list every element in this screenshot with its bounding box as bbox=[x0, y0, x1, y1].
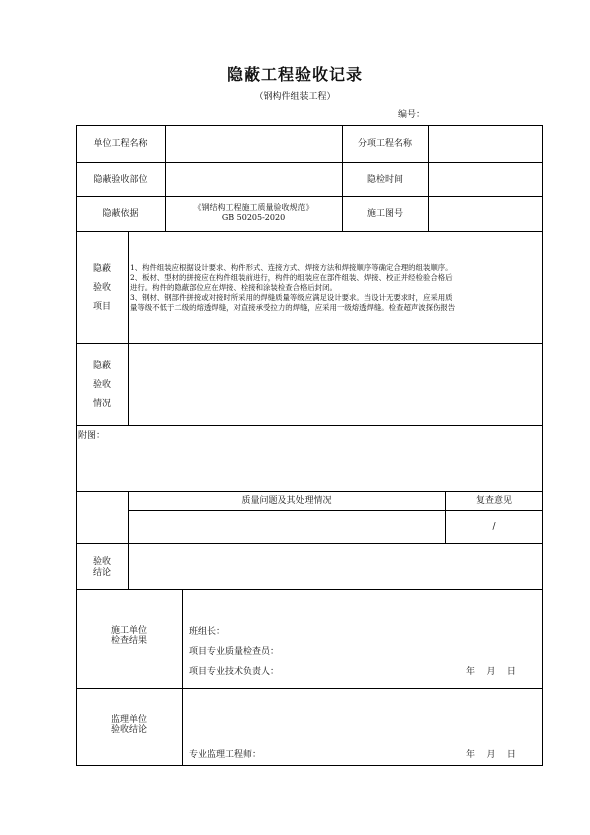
situation-label: 隐蔽 bbox=[92, 361, 111, 371]
basis-value: 《钢结构工程施工质量验收规范》 bbox=[193, 203, 314, 212]
row-divider bbox=[76, 343, 543, 344]
inspection-items-text bbox=[130, 263, 540, 313]
attachment-label: 附图： bbox=[78, 431, 106, 441]
hidden-part-label: 隐蔽验收部位 bbox=[93, 175, 148, 185]
review-value: / bbox=[492, 522, 496, 532]
page-title: 隐蔽工程验收记录 bbox=[226, 65, 363, 84]
situation-label: 验收 bbox=[92, 380, 111, 390]
inspection-item-line: 进行。构件的隐蔽部位应在焊接、栓接和涂装检查合格后封闭。 bbox=[130, 283, 337, 292]
construction-result-label: 检查结果 bbox=[110, 636, 147, 646]
inspect-time-label: 隐检时间 bbox=[366, 175, 403, 185]
drawing-no-label: 施工图号 bbox=[366, 209, 403, 219]
issues-header: 质量问题及其处理情况 bbox=[241, 496, 332, 506]
supervision-unit-label: 监理单位 bbox=[110, 715, 147, 725]
items-label: 验收 bbox=[92, 283, 111, 293]
situation-label: 情况 bbox=[92, 399, 111, 409]
page-subtitle: （钢构件组装工程） bbox=[254, 92, 336, 102]
row-divider bbox=[76, 491, 543, 492]
supervision-date: 年 月 日 bbox=[466, 750, 516, 760]
column-divider bbox=[128, 231, 129, 425]
review-header: 复查意见 bbox=[475, 496, 512, 506]
tech-lead-field: 项目专业技术负责人： bbox=[189, 667, 280, 677]
quality-inspector-field: 项目专业质量检查员： bbox=[189, 647, 280, 657]
sub-project-label: 分项工程名称 bbox=[357, 139, 412, 149]
construction-unit-label: 施工单位 bbox=[110, 626, 147, 636]
items-label: 项目 bbox=[92, 302, 111, 312]
inspection-item-line: 1、构件组装应根据设计要求、构件形式、连接方式、焊接方法和焊接顺序等确定合理的组装顺序。 bbox=[130, 263, 453, 272]
conclusion-label: 结论 bbox=[92, 568, 111, 578]
items-label: 隐蔽 bbox=[92, 264, 111, 274]
document-number-label: 编号： bbox=[398, 110, 426, 120]
supervision-engineer-field: 专业监理工程师： bbox=[189, 750, 262, 760]
supervision-conclusion-label: 验收结论 bbox=[110, 725, 147, 735]
conclusion-label: 验收 bbox=[92, 557, 111, 567]
row-divider bbox=[76, 196, 543, 197]
row-divider bbox=[76, 589, 543, 590]
row-divider bbox=[76, 688, 543, 689]
inspection-item-line: 2、板材、型材的拼接应在构件组装前进行，构件的组装应在部件组装、焊接、校正并经检验合格后 bbox=[130, 273, 453, 282]
inspection-item-line: 量等级不低于二级的熔透焊缝，对直接承受拉力的焊缝，应采用一级熔透焊缝。检查超声波探伤报告 bbox=[130, 303, 456, 312]
inspection-item-line: 3、钢材、钢部件拼接或对接时所采用的焊缝质量等级应满足设计要求。当设计无要求时，应采用质 bbox=[130, 293, 453, 302]
team-leader-field: 班组长： bbox=[189, 627, 226, 637]
basis-label: 隐蔽依据 bbox=[102, 209, 139, 219]
project-name-label: 单位工程名称 bbox=[93, 139, 148, 149]
row-divider bbox=[76, 543, 543, 544]
column-divider bbox=[182, 589, 183, 766]
row-divider bbox=[76, 162, 543, 163]
row-divider bbox=[76, 425, 543, 426]
construction-date: 年 月 日 bbox=[466, 667, 516, 677]
row-divider bbox=[76, 231, 543, 232]
column-divider bbox=[428, 125, 429, 231]
row-divider bbox=[128, 510, 543, 511]
basis-standard-code: GB 50205-2020 bbox=[221, 213, 286, 222]
